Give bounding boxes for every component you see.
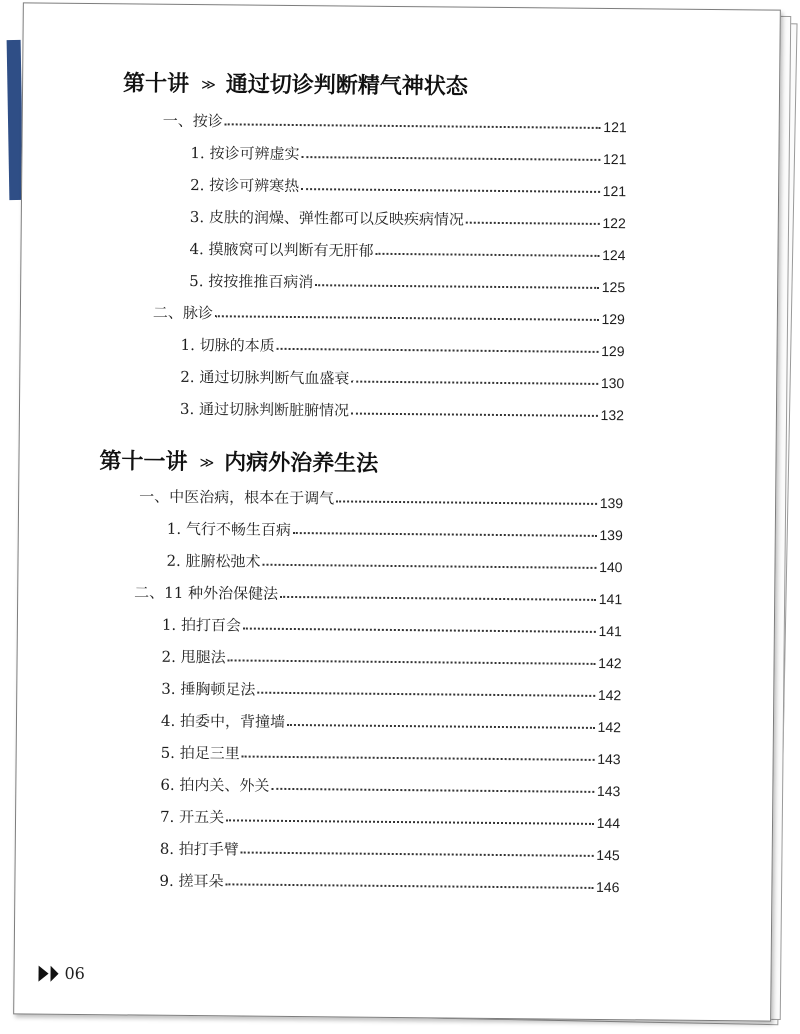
toc-entry[interactable] <box>161 675 621 703</box>
toc-entry-page: 142 <box>597 718 622 736</box>
toc-entry-page: 139 <box>599 494 624 512</box>
toc-entry[interactable] <box>160 835 620 863</box>
toc-entry[interactable] <box>190 139 626 167</box>
toc-entry-label: 6. 拍内关、外关 <box>160 775 270 795</box>
toc-entry-page: 129 <box>601 310 625 328</box>
chapter-number: 第十一讲 <box>99 448 188 475</box>
toc-entry[interactable] <box>153 299 625 328</box>
chapter-heading <box>123 66 468 100</box>
toc-entry-label: 2. 通过切脉判断气血盛衰 <box>180 367 350 388</box>
toc-entry-page: 121 <box>603 118 627 136</box>
toc-entry[interactable] <box>162 643 622 671</box>
toc-entry-page: 129 <box>601 342 625 360</box>
toc-entry[interactable] <box>163 107 627 135</box>
page-footer <box>38 964 85 983</box>
toc-entry-page: 121 <box>602 182 627 200</box>
dot-leader <box>287 723 595 729</box>
dot-leader <box>241 851 594 857</box>
toc-entry[interactable] <box>161 707 621 735</box>
dot-leader <box>228 658 596 665</box>
arrow-icon <box>50 965 58 981</box>
toc-entry-label: 4. 摸腋窝可以判断有无肝郁 <box>189 239 374 260</box>
toc-entry[interactable] <box>134 578 622 607</box>
toc-entry-page: 145 <box>596 846 620 864</box>
dot-leader <box>263 563 597 569</box>
toc-entry[interactable] <box>189 267 625 295</box>
toc-entry[interactable] <box>190 171 626 199</box>
chapter-separator-icon: ≫ <box>199 455 215 472</box>
toc-entry-page: 144 <box>596 814 621 832</box>
toc-entry-label: 2. 按诊可辨寒热 <box>190 175 300 196</box>
toc-entry-label: 2. 脏腑松弛术 <box>166 551 261 571</box>
toc-entry-label: 5. 按按推推百病消 <box>189 271 314 292</box>
toc-page <box>13 2 781 1021</box>
toc-entry[interactable] <box>180 331 624 359</box>
dot-leader <box>351 412 598 417</box>
toc-entry[interactable] <box>160 771 620 799</box>
dot-leader <box>280 595 596 601</box>
dot-leader <box>293 531 597 537</box>
chapter-heading <box>99 444 378 478</box>
toc-entry-label: 1. 气行不畅生百病 <box>166 519 292 539</box>
toc-entry-label: 4. 拍委中，背撞墙 <box>160 711 286 731</box>
toc-entry[interactable] <box>160 803 620 831</box>
dot-leader <box>277 347 599 353</box>
dot-leader <box>242 755 595 761</box>
toc-entry-label: 5. 拍足三里 <box>160 743 240 763</box>
toc-entry-label: 二、脉诊 <box>152 303 214 323</box>
toc-entry[interactable] <box>167 515 623 543</box>
toc-entry-label: 7. 开五关 <box>159 807 225 827</box>
dot-leader <box>271 787 594 793</box>
toc-entry[interactable] <box>190 203 626 231</box>
dot-leader <box>301 155 600 161</box>
toc-entry-label: 二、11 种外治保健法 <box>134 583 279 603</box>
toc-entry[interactable] <box>166 547 622 575</box>
toc-entry-page: 121 <box>602 150 627 168</box>
toc-entry-label: 3. 通过切脉判断脏腑情况 <box>179 399 350 420</box>
chapter-separator-icon: ≫ <box>201 77 216 94</box>
page-number: 06 <box>64 963 86 984</box>
toc-entry-page: 143 <box>597 750 621 768</box>
toc-entry[interactable] <box>161 739 621 767</box>
toc-entry[interactable] <box>189 235 625 263</box>
toc-entry-label: 9. 搓耳朵 <box>159 871 224 891</box>
toc-entry-page: 141 <box>598 622 622 640</box>
toc-entry-page: 130 <box>600 374 625 392</box>
toc-entry-label: 1. 拍打百会 <box>161 615 242 635</box>
toc-entry-page: 124 <box>602 246 626 264</box>
toc-entry-label: 8. 拍打手臂 <box>159 839 239 859</box>
toc-entry-page: 139 <box>599 526 623 544</box>
toc-entry-page: 125 <box>601 278 626 296</box>
toc-entry[interactable] <box>159 867 619 895</box>
toc-entry-label: 1. 按诊可辨虚实 <box>190 144 300 164</box>
toc-entry-page: 132 <box>600 406 625 424</box>
toc-entry-page: 122 <box>602 214 626 232</box>
arrow-icon <box>38 965 48 981</box>
toc-entry-page: 142 <box>597 686 622 704</box>
toc-entry-page: 140 <box>599 558 623 576</box>
toc-entry-label: 一、按诊 <box>162 111 223 131</box>
chapter-title: 内病外治养生法 <box>224 449 379 477</box>
dot-leader <box>257 691 595 697</box>
dot-leader <box>315 283 599 289</box>
toc-entry[interactable] <box>180 363 624 391</box>
dot-leader <box>243 627 596 633</box>
toc-entry-label: 3. 皮肤的润燥、弹性都可以反映疾病情况 <box>189 207 464 229</box>
toc-entry-page: 142 <box>598 654 622 672</box>
toc-entry-label: 3. 捶胸顿足法 <box>161 679 256 699</box>
dot-leader <box>376 252 600 257</box>
dot-leader <box>466 221 600 225</box>
toc-entry-page: 146 <box>595 878 620 896</box>
toc-entry-page: 143 <box>596 782 621 800</box>
toc-entry-label: 2. 甩腿法 <box>161 647 226 667</box>
toc-entry[interactable] <box>162 611 622 639</box>
dot-leader <box>351 380 598 385</box>
toc-entry-label: 1. 切脉的本质 <box>180 335 275 355</box>
dot-leader <box>225 122 601 129</box>
chapter-number: 第十讲 <box>122 70 190 97</box>
chapter-title: 通过切诊判断精气神状态 <box>225 71 468 100</box>
toc-entry-label: 一、中医治病，根本在于调气 <box>139 487 335 508</box>
dot-leader <box>226 818 594 825</box>
dot-leader <box>301 187 600 193</box>
toc-entry[interactable] <box>180 395 624 423</box>
toc-entry[interactable] <box>139 483 623 512</box>
dot-leader <box>226 882 594 889</box>
dot-leader <box>336 499 597 505</box>
toc-entry-page: 141 <box>598 590 623 608</box>
dot-leader <box>215 314 599 321</box>
